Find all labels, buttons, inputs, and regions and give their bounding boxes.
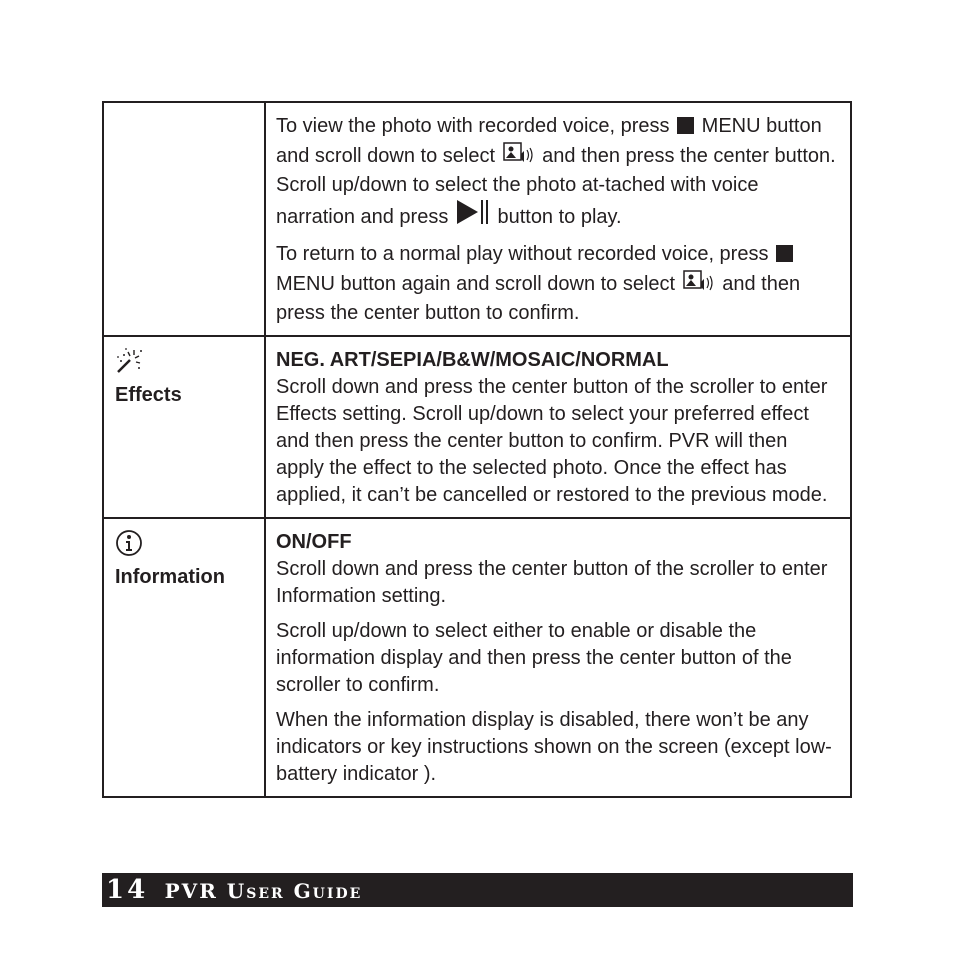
voice-playback-paragraph-1 [276,113,840,233]
voice-playback-label-cell [104,103,266,335]
effects-options: NEG. ART/SEPIA/B&W/MOSAIC/NORMAL [276,349,669,371]
stop-square-icon [776,243,793,270]
voice-playback-description [266,103,850,335]
photo-voice-icon [683,270,715,300]
page-footer [102,873,853,907]
stop-square-icon [677,115,694,142]
information-label-cell [104,519,266,796]
information-paragraph-1: Scroll down and press the center button of the scroller to enter Information setting. [276,558,828,607]
guide-title: PVR User Guide [164,879,363,903]
effects-row [104,335,850,517]
effects-description [266,337,850,517]
text-segment: MENU button again and scroll down to select [276,273,676,295]
voice-playback-row [104,103,850,335]
page-number: 14 [106,875,149,905]
text-segment: To view the photo with recorded voice, press [276,115,670,137]
information-paragraph-3: When the information display is disabled, there won’t be any indicators or key instructions shown on the screen (except low-battery indicator ). [276,709,832,785]
information-paragraph-2: Scroll up/down to select either to enable or disable the information display and then press the center button of the scroller to confirm. [276,620,792,696]
magic-wand-icon [115,362,143,379]
effects-text: Scroll down and press the center button of the scroller to enter Effects setting. Scroll up/down to select your preferred effect and then press the center button to confirm. PVR will then apply the effect to the selected photo. Once the effect has applied, it can’t be cancelled or restored to the previous mode. [276,376,828,506]
effects-label-cell [104,337,266,517]
information-label: Information [115,566,225,588]
effects-label: Effects [115,384,182,406]
settings-table [102,101,852,798]
play-pause-icon [456,199,490,233]
text-segment: MENU button and scroll down to select [276,115,822,167]
text-segment: and then press the center button to confirm. [276,273,801,324]
photo-voice-icon [503,142,535,172]
text-segment: To return to a normal play without recorded voice, press [276,243,769,265]
information-row [104,517,850,796]
text-segment: button to play. [497,206,622,228]
information-description [266,519,850,796]
voice-playback-paragraph-2 [276,241,840,327]
info-icon [115,544,143,561]
text-segment: and then press the center button. Scroll up/down to select the photo at-tached with voice narration and press [276,145,836,228]
information-options: ON/OFF [276,531,352,553]
